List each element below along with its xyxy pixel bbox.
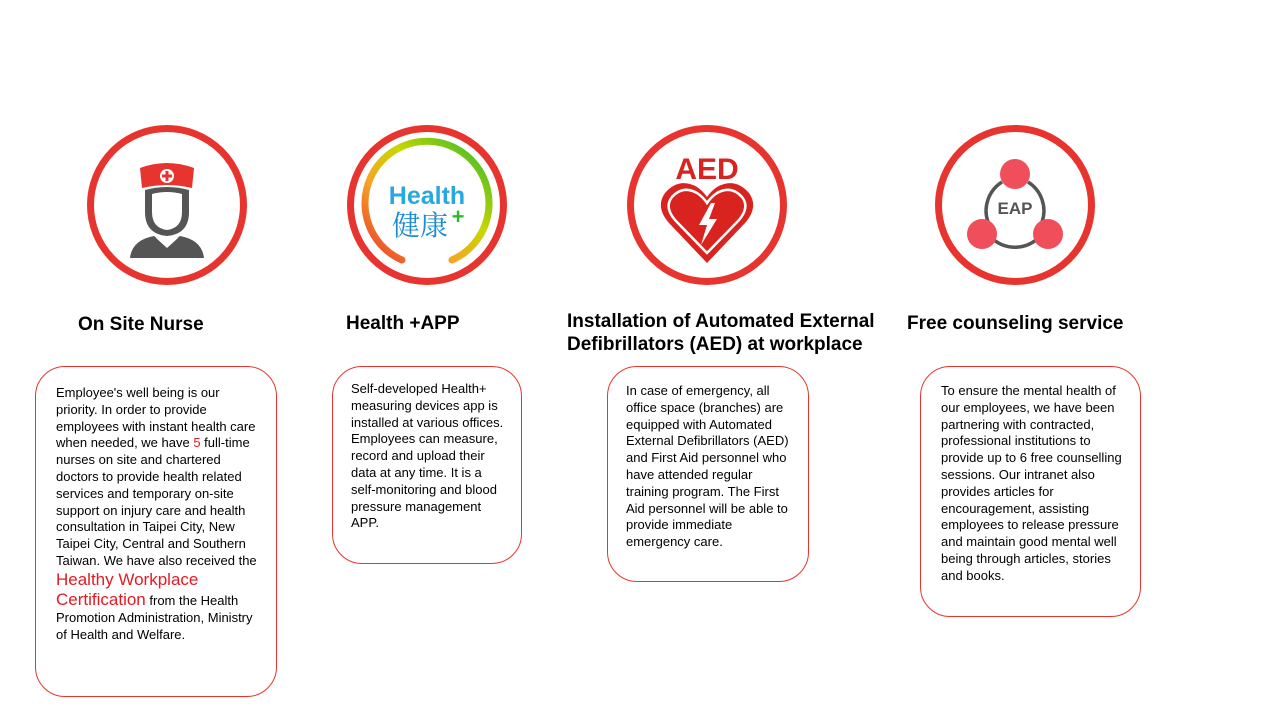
counseling-text: To ensure the mental health of our employees, we have been partnering with contracted, professional institutions to provide up to 6 free counselling sessions. Our intranet also provides articles for encouragement, assisting employees to release pressure and maintain good mental well being through articles, stories and books. bbox=[941, 383, 1122, 583]
eap-label: EAP bbox=[997, 199, 1033, 218]
aed-label: AED bbox=[675, 153, 739, 186]
nurse-text-a: Employee's well being is our priority. In order to provide employees with instant health care when needed, we have bbox=[56, 385, 256, 451]
card-title-aed: Installation of Automated External Defibrillators (AED) at workplace bbox=[567, 311, 875, 355]
health-logo-cjk: 健康 bbox=[391, 209, 449, 242]
nurse-text-b: full-time nurses on site and chartered doctors to provide health related services and temporary on-site support on injury care and health consultation in Taipei City, New Taipei City, Central and Southern Taiwan. We have also received the bbox=[56, 435, 257, 568]
eap-network-icon bbox=[960, 150, 1070, 260]
card-description-aed bbox=[607, 366, 809, 582]
card-description-counseling bbox=[920, 366, 1141, 617]
healthy-workplace-certification: Healthy Workplace Certification bbox=[56, 569, 199, 609]
health-logo-plus: + bbox=[451, 204, 465, 229]
health-app-text: Self-developed Health+ measuring devices app is installed at various offices. Employees can measure, record and upload their data at any time. It is a self-monitoring and blood pressure management APP. bbox=[351, 381, 504, 531]
health-logo-latin: Health bbox=[388, 182, 466, 210]
nurse-icon bbox=[112, 150, 222, 260]
card-description-on-site-nurse bbox=[35, 366, 277, 697]
health-app-circle bbox=[347, 125, 507, 285]
aed-heart-icon bbox=[647, 145, 767, 265]
eap-circle bbox=[935, 125, 1095, 285]
nurse-icon-circle bbox=[87, 125, 247, 285]
card-title-counseling: Free counseling service bbox=[907, 313, 1124, 334]
card-title-health-app: Health +APP bbox=[346, 313, 460, 334]
aed-circle bbox=[627, 125, 787, 285]
card-description-health-app bbox=[332, 366, 522, 564]
nurse-count: 5 bbox=[193, 435, 201, 451]
health-app-logo bbox=[354, 132, 500, 278]
nurse-text-c: from the Health Promotion Administration, Ministry of Health and Welfare. bbox=[56, 592, 253, 642]
aed-text: In case of emergency, all office space (branches) are equipped with Automated External Defibrillators (AED) and First Aid personnel who have attended regular training program. The First Aid personnel will be able to provide immediate emergency care. bbox=[626, 383, 789, 550]
card-title-on-site-nurse: On Site Nurse bbox=[78, 314, 204, 335]
